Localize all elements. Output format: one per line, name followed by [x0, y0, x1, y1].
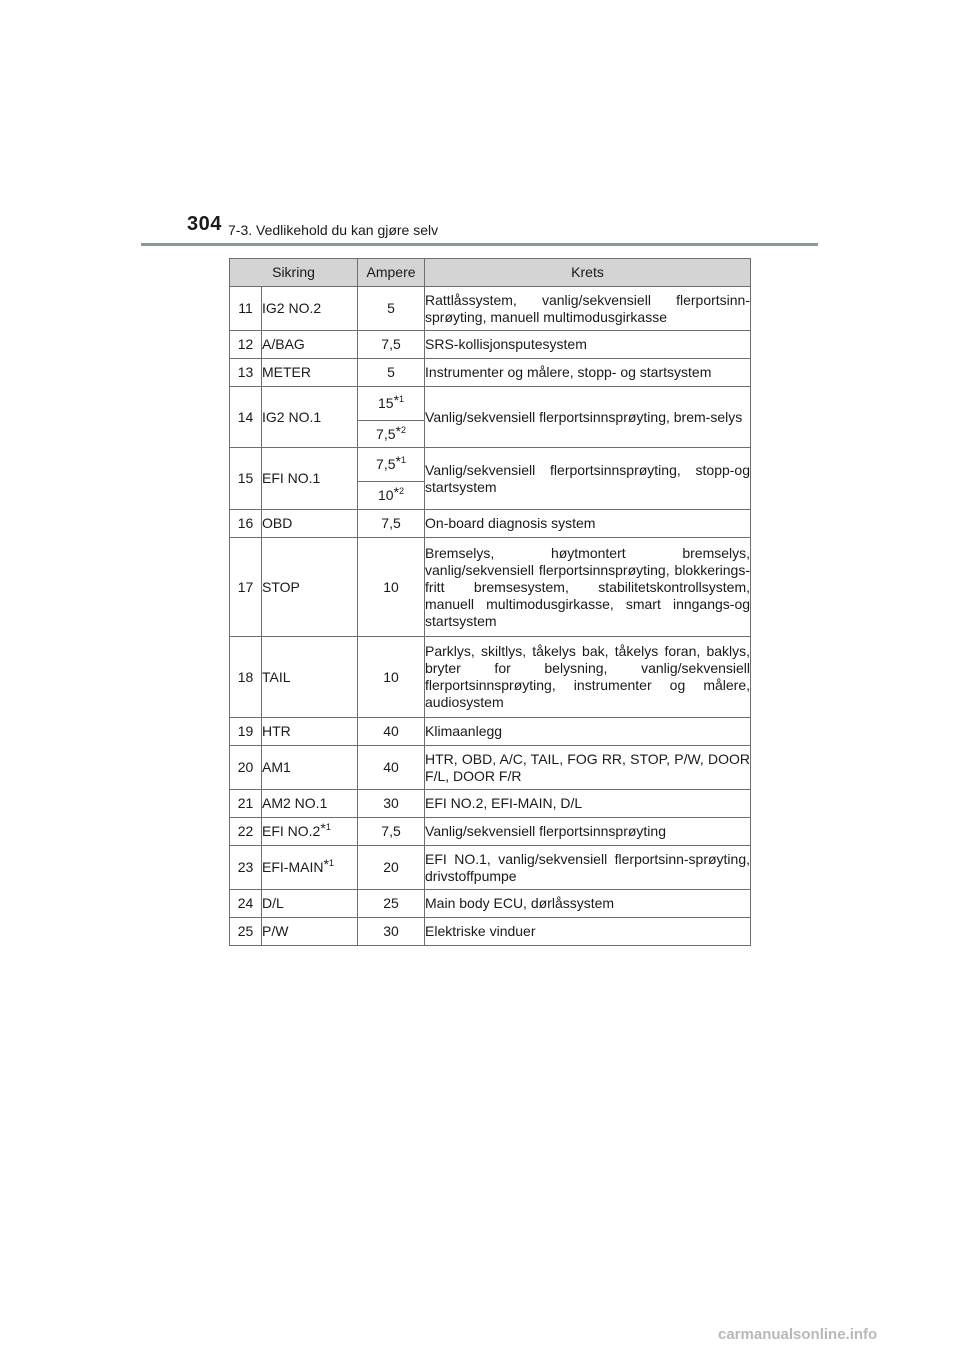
- fuse-name: AM2 NO.1: [262, 795, 328, 811]
- footnote-star: *: [395, 453, 401, 469]
- circuit-cell: Bremselys, høytmontert bremselys, vanlig/sekvensiell flerportsinnsprøyting, blokkerings-fritt bremsesystem, stabilitetskontrollsystem, manuell multimodusgirkasse, smart inngangs-og startsystem: [425, 538, 751, 637]
- fuse-number-cell: 24: [230, 890, 262, 918]
- ampere-cell: [358, 331, 425, 359]
- fuse-name: EFI-MAIN: [262, 859, 324, 875]
- footnote-marker: *2: [393, 484, 405, 500]
- fuse-number-cell: 12: [230, 331, 262, 359]
- fuse-name: EFI NO.2: [262, 823, 321, 839]
- circuit-cell: HTR, OBD, A/C, TAIL, FOG RR, STOP, P/W, DOOR F/L, DOOR F/R: [425, 746, 751, 790]
- table-row: [230, 718, 751, 746]
- fuse-name-cell: [262, 359, 358, 387]
- footnote-marker: *2: [395, 422, 406, 439]
- fuse-name: METER: [262, 364, 311, 380]
- ampere-cell: [358, 482, 425, 510]
- table-row: [230, 790, 751, 818]
- circuit-cell: Rattlåssystem, vanlig/sekvensiell flerportsinn-sprøyting, manuell multimodusgirkasse: [425, 287, 751, 331]
- fuse-name: TAIL: [262, 668, 291, 685]
- fuse-number-cell: 18: [230, 637, 262, 718]
- footnote-star: *: [323, 856, 329, 872]
- ampere-value: 7,5: [381, 515, 401, 531]
- ampere-cell: [358, 538, 425, 637]
- ampere-value: 7,5: [381, 823, 401, 839]
- fuse-number-cell: 20: [230, 746, 262, 790]
- fuse-number-cell: 13: [230, 359, 262, 387]
- ampere-cell: [358, 818, 425, 846]
- fuse-name: EFI NO.1: [262, 470, 321, 486]
- fuse-name-cell: [262, 846, 358, 890]
- fuse-name: AM1: [262, 759, 291, 775]
- fuse-name-cell: [262, 538, 358, 637]
- circuit-cell: EFI NO.1, vanlig/sekvensiell flerportsinn-sprøyting, drivstoffpumpe: [425, 846, 751, 890]
- fuse-name-cell: [262, 287, 358, 331]
- table-row: [230, 890, 751, 918]
- ampere-value: 7,5: [376, 425, 396, 442]
- ampere-cell: [358, 387, 425, 421]
- circuit-cell: Vanlig/sekvensiell flerportsinnsprøyting, stopp-og startsystem: [425, 448, 751, 510]
- fuse-name-cell: [262, 448, 358, 510]
- ampere-cell: [358, 790, 425, 818]
- fuse-name-cell: [262, 637, 358, 718]
- fuse-name-cell: [262, 718, 358, 746]
- table-row: [230, 359, 751, 387]
- ampere-cell: [358, 287, 425, 331]
- fuse-name: IG2 NO.1: [262, 408, 322, 425]
- ampere-value: 40: [383, 759, 399, 775]
- ampere-value: 20: [383, 859, 399, 875]
- table-header-row: [230, 259, 751, 287]
- fuse-number-cell: 25: [230, 918, 262, 946]
- fuse-name: OBD: [262, 515, 293, 531]
- fuse-name-cell: [262, 510, 358, 538]
- fuse-name: HTR: [262, 723, 291, 739]
- table-row: [230, 538, 751, 637]
- circuit-cell: Klimaanlegg: [425, 718, 751, 746]
- table-row: [230, 918, 751, 946]
- fuse-name-cell: [262, 331, 358, 359]
- ampere-value: 7,5: [376, 456, 396, 472]
- circuit-cell: Parklys, skiltlys, tåkelys bak, tåkelys foran, baklys, bryter for belysning, vanlig/sekvensiell flerportsinnsprøyting, instrumenter og målere, audiosystem: [425, 637, 751, 718]
- ampere-value: 30: [383, 795, 399, 811]
- fuse-name: IG2 NO.2: [262, 300, 322, 316]
- table-row: [230, 331, 751, 359]
- ampere-value: 7,5: [381, 336, 401, 352]
- fuse-name-cell: [262, 918, 358, 946]
- column-header-circuit: Krets: [425, 259, 751, 287]
- fuse-name-cell: [262, 790, 358, 818]
- table-row: [230, 510, 751, 538]
- ampere-cell: [358, 846, 425, 890]
- fuse-name-cell: [262, 746, 358, 790]
- ampere-value: 10: [383, 668, 399, 685]
- fuse-name-cell: [262, 890, 358, 918]
- footnote-star: *: [395, 422, 401, 439]
- ampere-cell: [358, 421, 425, 448]
- table-body: [230, 287, 751, 946]
- circuit-cell: Vanlig/sekvensiell flerportsinnsprøyting: [425, 818, 751, 846]
- fuse-number-cell: 17: [230, 538, 262, 637]
- circuit-cell: Instrumenter og målere, stopp- og startsystem: [425, 359, 751, 387]
- fuse-number-cell: 15: [230, 448, 262, 510]
- fuse-number-cell: 23: [230, 846, 262, 890]
- column-header-ampere: Ampere: [358, 259, 425, 287]
- ampere-cell: [358, 718, 425, 746]
- ampere-value: 5: [387, 364, 395, 380]
- column-header-fuse: Sikring: [230, 259, 358, 287]
- ampere-cell: [358, 746, 425, 790]
- fuse-number-cell: 16: [230, 510, 262, 538]
- footnote-marker: *1: [393, 392, 405, 408]
- circuit-cell: On-board diagnosis system: [425, 510, 751, 538]
- header-rule: [141, 243, 818, 246]
- ampere-value: 10: [377, 487, 394, 503]
- fuse-name: P/W: [262, 923, 289, 939]
- ampere-value: 40: [383, 723, 399, 739]
- footnote-marker: *1: [395, 453, 406, 469]
- ampere-value: 25: [383, 895, 399, 911]
- circuit-cell: Vanlig/sekvensiell flerportsinnsprøyting, brem-selys: [425, 387, 751, 448]
- fuse-name: STOP: [262, 578, 300, 595]
- ampere-value: 10: [383, 578, 399, 595]
- footnote-marker: *1: [320, 820, 331, 836]
- footnote-star: *: [393, 392, 400, 408]
- table-row: [230, 287, 751, 331]
- fuse-name-cell: [262, 387, 358, 448]
- fuse-number-cell: 21: [230, 790, 262, 818]
- ampere-value: 15: [377, 395, 394, 411]
- section-title: 7-3. Vedlikehold du kan gjøre selv: [228, 222, 439, 238]
- fuse-number-cell: 11: [230, 287, 262, 331]
- ampere-value: 30: [383, 923, 399, 939]
- fuse-name-cell: [262, 818, 358, 846]
- footnote-star: *: [393, 484, 400, 500]
- footnote-marker: *1: [323, 856, 334, 872]
- fuse-number-cell: 22: [230, 818, 262, 846]
- table-row: [230, 746, 751, 790]
- ampere-cell: [358, 918, 425, 946]
- table-row: [230, 448, 751, 482]
- watermark: carmanualsonline.info: [718, 1326, 878, 1343]
- table-row: [230, 846, 751, 890]
- circuit-cell: Main body ECU, dørlåssystem: [425, 890, 751, 918]
- ampere-cell: [358, 637, 425, 718]
- table-row: [230, 387, 751, 421]
- page-number: 304: [187, 213, 222, 235]
- fuse-number-cell: 14: [230, 387, 262, 448]
- table-row: [230, 818, 751, 846]
- circuit-cell: Elektriske vinduer: [425, 918, 751, 946]
- fuse-table: [229, 258, 751, 946]
- circuit-cell: SRS-kollisjonsputesystem: [425, 331, 751, 359]
- fuse-name: A/BAG: [262, 336, 305, 352]
- ampere-cell: [358, 448, 425, 482]
- fuse-number-cell: 19: [230, 718, 262, 746]
- ampere-cell: [358, 890, 425, 918]
- table-row: [230, 637, 751, 718]
- ampere-cell: [358, 510, 425, 538]
- ampere-value: 5: [387, 300, 395, 316]
- fuse-name: D/L: [262, 895, 284, 911]
- ampere-cell: [358, 359, 425, 387]
- circuit-cell: EFI NO.2, EFI-MAIN, D/L: [425, 790, 751, 818]
- footnote-star: *: [320, 820, 326, 836]
